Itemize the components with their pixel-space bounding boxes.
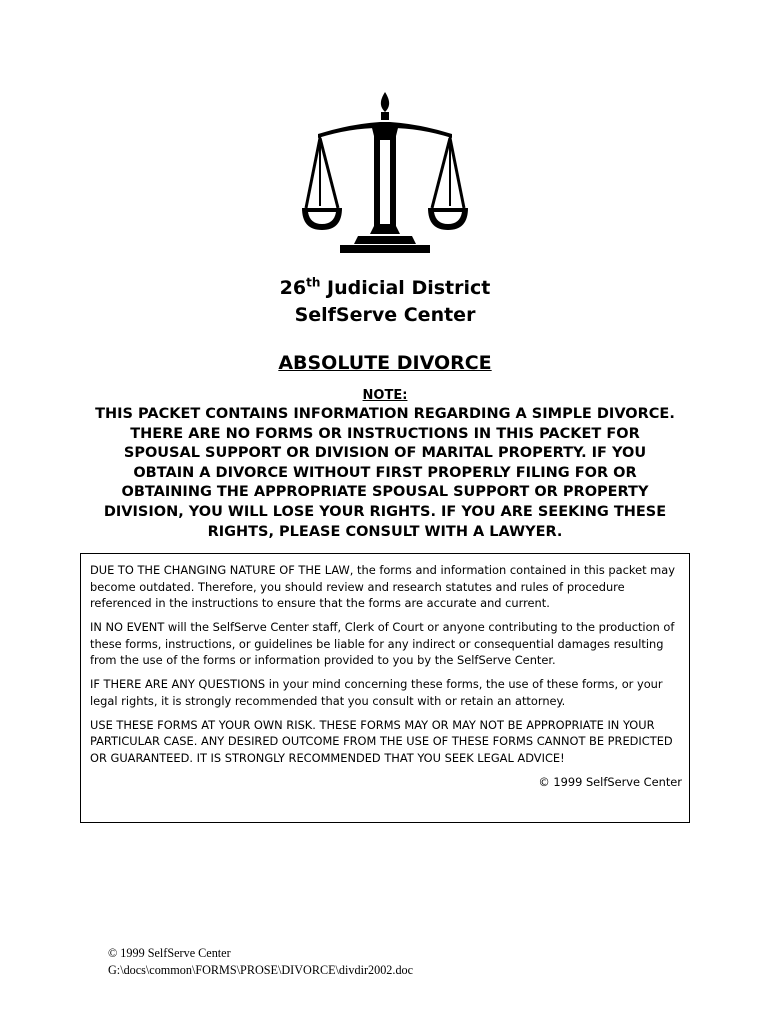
district-label: Judicial District bbox=[320, 277, 491, 299]
document-title: ABSOLUTE DIVORCE bbox=[278, 352, 492, 374]
note-label: NOTE: bbox=[362, 388, 408, 403]
disclaimer-paragraph: USE THESE FORMS AT YOUR OWN RISK. THESE FORMS MAY OR MAY NOT BE APPROPRIATE IN YOUR PARTICULAR CASE. ANY DESIRED OUTCOME FROM THE USE OF THESE FORMS CANNOT BE PREDICTED OR GUARANTEED. IT IS STRONGLY RECOMMENDED THAT YOU SEEK LEGAL ADVICE! bbox=[90, 717, 673, 765]
footer-file-path: G:\docs\common\FORMS\PROSE\DIVORCE\divdir2002.doc bbox=[108, 962, 414, 977]
disclaimer-copyright: © 1999 SelfServe Center bbox=[538, 774, 682, 789]
center-name: SelfServe Center bbox=[294, 304, 476, 326]
district-ordinal: th bbox=[306, 275, 321, 290]
footer-copyright: © 1999 SelfServe Center bbox=[108, 946, 231, 960]
disclaimer-paragraph: IN NO EVENT will the SelfServe Center staff, Clerk of Court or anyone contributing to the production of these forms, instructions, or guidelines be liable for any indirect or consequential damages resulting from the use of the forms or information provided to you by the SelfServe Center. bbox=[90, 620, 675, 667]
note-body: THIS PACKET CONTAINS INFORMATION REGARDING A SIMPLE DIVORCE. THERE ARE NO FORMS OR INSTRUCTIONS IN THIS PACKET FOR SPOUSAL SUPPORT OR DIVISION OF MARITAL PROPERTY. IF YOU OBTAIN A DIVORCE WITHOUT FIRST PROPERLY FILING FOR OR OBTAINING THE APPROPRIATE SPOUSAL SUPPORT OR PROPERTY DIVISION, YOU WILL LOSE YOUR RIGHTS. IF YOU ARE SEEKING THESE RIGHTS, PLEASE CONSULT WITH A LAWYER. bbox=[95, 406, 675, 540]
disclaimer-paragraph: DUE TO THE CHANGING NATURE OF THE LAW, the forms and information contained in this packet may become outdated. Therefore, you should review and research statutes and rules of procedure referenced in the instructions to ensure that the forms are accurate and current. bbox=[90, 563, 675, 610]
disclaimer-box bbox=[80, 553, 690, 823]
scales-of-justice-icon bbox=[300, 88, 470, 264]
district-heading bbox=[0, 276, 770, 300]
page-footer bbox=[108, 945, 413, 978]
district-number: 26 bbox=[279, 277, 307, 299]
disclaimer-paragraph: IF THERE ARE ANY QUESTIONS in your mind concerning these forms, the use of these forms, or your legal rights, it is strongly recommended that you consult with or retain an attorney. bbox=[90, 677, 663, 708]
